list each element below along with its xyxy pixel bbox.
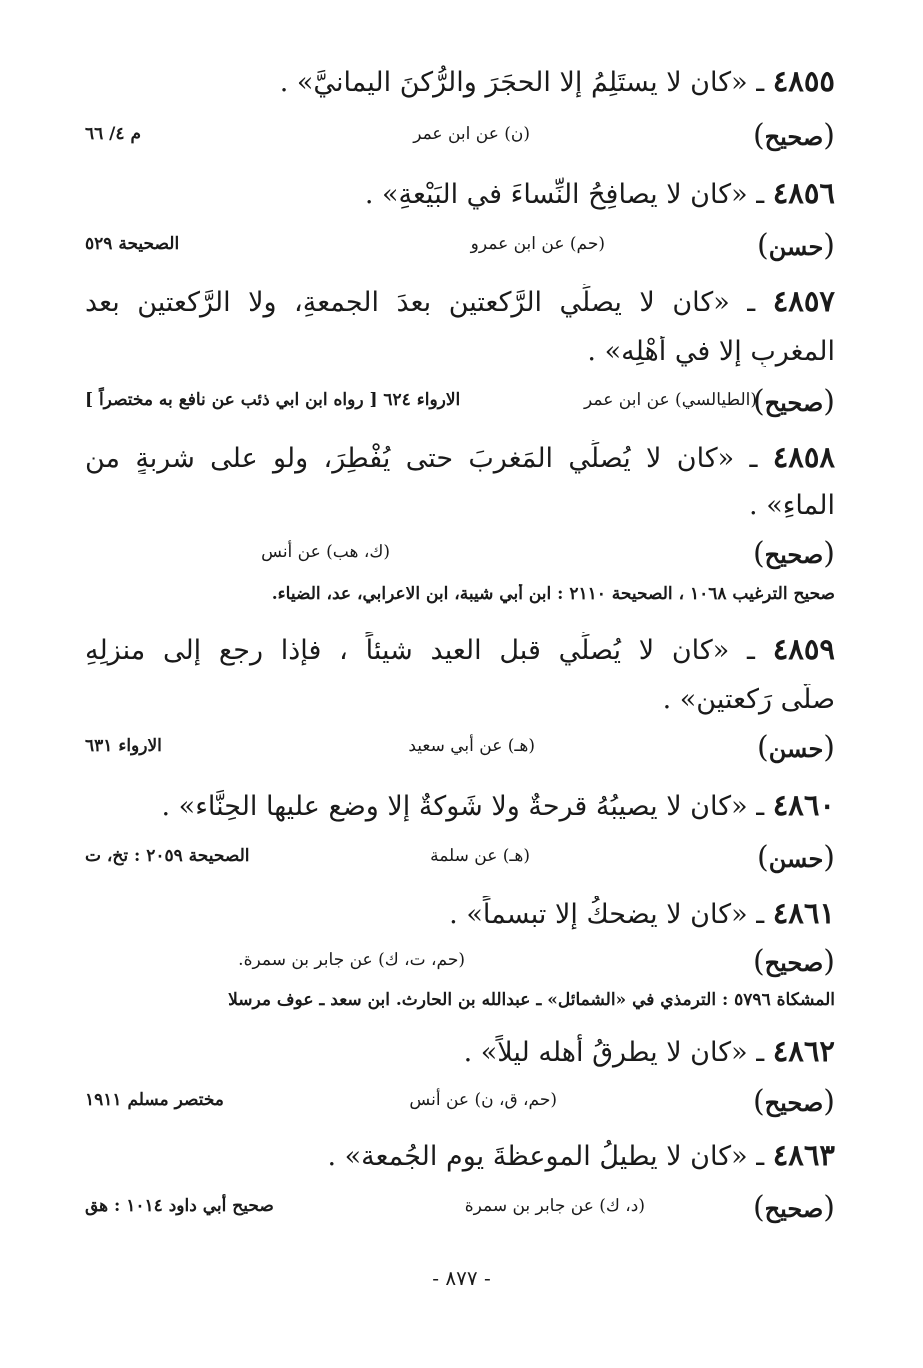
reference-text: الارواء ٦٢٤ [ رواه ابن ابي ذئب عن نافع به مختصراً ]: [85, 390, 461, 410]
hadith-4863-grade-row: [85, 1190, 835, 1228]
hadith-number: ٤٨٦٣: [772, 1138, 835, 1172]
hadith-4855-line-1: ٤٨٥٥ ـ «كان لا يستَلِمُ إلا الحجَرَ والرُّكنَ اليمانيَّ» .: [279, 64, 835, 98]
reference-text: الارواء ٦٣١: [85, 736, 162, 756]
grade-text: حسن: [768, 734, 824, 763]
grade-label: (صحيح): [752, 944, 835, 979]
hadith-text: «كان لا يصيبُهُ قرحةٌ ولا شَوكةٌ إلا وضع عليها الحِنَّاء» .: [161, 791, 748, 822]
hadith-4860-grade-row: [85, 840, 835, 878]
source-text: (حم، ق، ن) عن أنس: [409, 1090, 557, 1110]
hadith-4859-line-2: [85, 684, 835, 715]
grade-label: (حسن): [757, 840, 835, 875]
grade-text: حسن: [768, 844, 824, 873]
reference-text: مختصر مسلم ١٩١١: [85, 1090, 224, 1110]
hadith-4860-line-1: ٤٨٦٠ ـ «كان لا يصيبُهُ قرحةٌ ولا شَوكةٌ إلا وضع عليها الحِنَّاء» .: [161, 788, 835, 822]
source-text: (د، ك) عن جابر بن سمرة: [464, 1196, 645, 1216]
grade-text: صحيح: [764, 948, 824, 977]
hadith-text: صلَّى رَكعتين» .: [662, 684, 835, 715]
hadith-4856-line-1: ٤٨٥٦ ـ «كان لا يصافِحُ النِّساءَ في البَيْعةِ» .: [364, 176, 835, 210]
hadith-4857-line-1: ٤٨٥٧ ـ «كان لا يصلِّي الرَّكعتين بعدَ الجمعةِ، ولا الرَّكعتين بعد: [85, 284, 835, 318]
grade-label: (صحيح): [752, 536, 835, 571]
hadith-number: ٤٨٥٥: [772, 64, 835, 98]
hadith-text: المغربِ إلا في أهْلِه» .: [587, 336, 835, 367]
hadith-text: «كان لا يطرقُ أهله ليلاً» .: [463, 1037, 748, 1068]
hadith-number: ٤٨٦٢: [772, 1034, 835, 1068]
hadith-4855-grade-row: [85, 118, 835, 156]
hadith-number: ٤٨٦١: [772, 896, 835, 930]
hadith-number: ٤٨٥٩: [772, 632, 835, 666]
hadith-text: «كان لا يُصلِّي المَغرِبَ حتى يُفْطِرَ، ولو على شربةٍ من: [85, 443, 735, 474]
grade-text: صحيح: [764, 1194, 824, 1223]
grade-text: حسن: [768, 232, 824, 261]
grade-text: صحيح: [764, 388, 824, 417]
grade-text: صحيح: [764, 540, 824, 569]
hadith-number: ٤٨٥٦: [772, 176, 835, 210]
grade-label: (صحيح): [752, 1190, 835, 1225]
grade-label: (صحيح): [752, 118, 835, 153]
reference-text: الصحيحة ٢٠٥٩ : تخ، ت: [85, 846, 250, 866]
hadith-text: «كان لا يستَلِمُ إلا الحجَرَ والرُّكنَ اليمانيَّ» .: [279, 67, 748, 98]
source-text: (ن) عن ابن عمر: [413, 124, 530, 144]
hadith-4859-grade-row: [85, 730, 835, 768]
reference-text: الصحيحة ٥٢٩: [85, 234, 180, 254]
hadith-4858-grade-row: [85, 536, 835, 574]
hadith-4861-line-1: ٤٨٦١ ـ «كان لا يضحكُ إلا تبسماً» .: [449, 896, 835, 930]
hadith-4861-note: المشكاة ٥٧٩٦ : الترمذي في «الشمائل» ـ عبدالله بن الحارث. ابن سعد ـ عوف مرسلا: [228, 990, 835, 1010]
source-text: (هـ) عن سلمة: [430, 846, 530, 866]
hadith-4859-line-1: ٤٨٥٩ ـ «كان لا يُصلِّي قبل العيد شيئاً ، فإذا رجع إلى منزلِهِ: [85, 632, 835, 666]
source-text: (هـ) عن أبي سعيد: [408, 736, 535, 756]
grade-label: (صحيح): [752, 1084, 835, 1119]
source-text: (حم) عن ابن عمرو: [470, 234, 605, 254]
hadith-number: ٤٨٦٠: [772, 788, 835, 822]
hadith-4858-line-2: [85, 490, 835, 521]
grade-label: (صحيح): [752, 384, 835, 419]
hadith-4862-grade-row: [85, 1084, 835, 1122]
hadith-4856-grade-row: [85, 228, 835, 266]
grade-text: صحيح: [764, 1088, 824, 1117]
hadith-4863-line-1: ٤٨٦٣ ـ «كان لا يطيلُ الموعظةَ يوم الجُمعة» .: [327, 1138, 835, 1172]
reference-text: صحيح أبي داود ١٠١٤ : هق: [85, 1196, 274, 1216]
hadith-4858-line-1: ٤٨٥٨ ـ «كان لا يُصلِّي المَغرِبَ حتى يُفْطِرَ، ولو على شربةٍ من: [85, 440, 835, 474]
page-number: - ٨٧٧ -: [432, 1266, 491, 1290]
hadith-number: ٤٨٥٧: [772, 284, 835, 318]
hadith-text: «كان لا يصافِحُ النِّساءَ في البَيْعةِ» .: [364, 179, 748, 210]
source-text: (ك، هب) عن أنس: [261, 542, 390, 562]
hadith-4862-line-1: ٤٨٦٢ ـ «كان لا يطرقُ أهله ليلاً» .: [463, 1034, 835, 1068]
hadith-text: الماءِ» .: [749, 490, 835, 521]
source-text: (حم، ت، ك) عن جابر بن سمرة.: [238, 950, 465, 970]
source-text: (الطيالسي) عن ابن عمر: [584, 390, 757, 410]
grade-label: (حسن): [757, 228, 835, 263]
hadith-4861-grade-row: [85, 944, 835, 982]
hadith-text: «كان لا يصلِّي الرَّكعتين بعدَ الجمعةِ، ولا الرَّكعتين بعد: [85, 287, 730, 318]
hadith-text: «كان لا يُصلِّي قبل العيد شيئاً ، فإذا رجع إلى منزلِهِ: [85, 635, 730, 666]
grade-text: صحيح: [764, 122, 824, 151]
reference-text: م ٤/ ٦٦: [85, 124, 141, 144]
hadith-number: ٤٨٥٨: [772, 440, 835, 474]
hadith-4857-grade-row: [85, 384, 835, 422]
hadith-text: «كان لا يضحكُ إلا تبسماً» .: [449, 899, 748, 930]
hadith-4858-note: صحيح الترغيب ١٠٦٨ ، الصحيحة ٢١١٠ : ابن أبي شيبة، ابن الاعرابي، عد، الضياء.: [271, 584, 835, 604]
grade-label: (حسن): [757, 730, 835, 765]
hadith-4857-line-2: [85, 336, 835, 367]
hadith-text: «كان لا يطيلُ الموعظةَ يوم الجُمعة» .: [327, 1141, 748, 1172]
